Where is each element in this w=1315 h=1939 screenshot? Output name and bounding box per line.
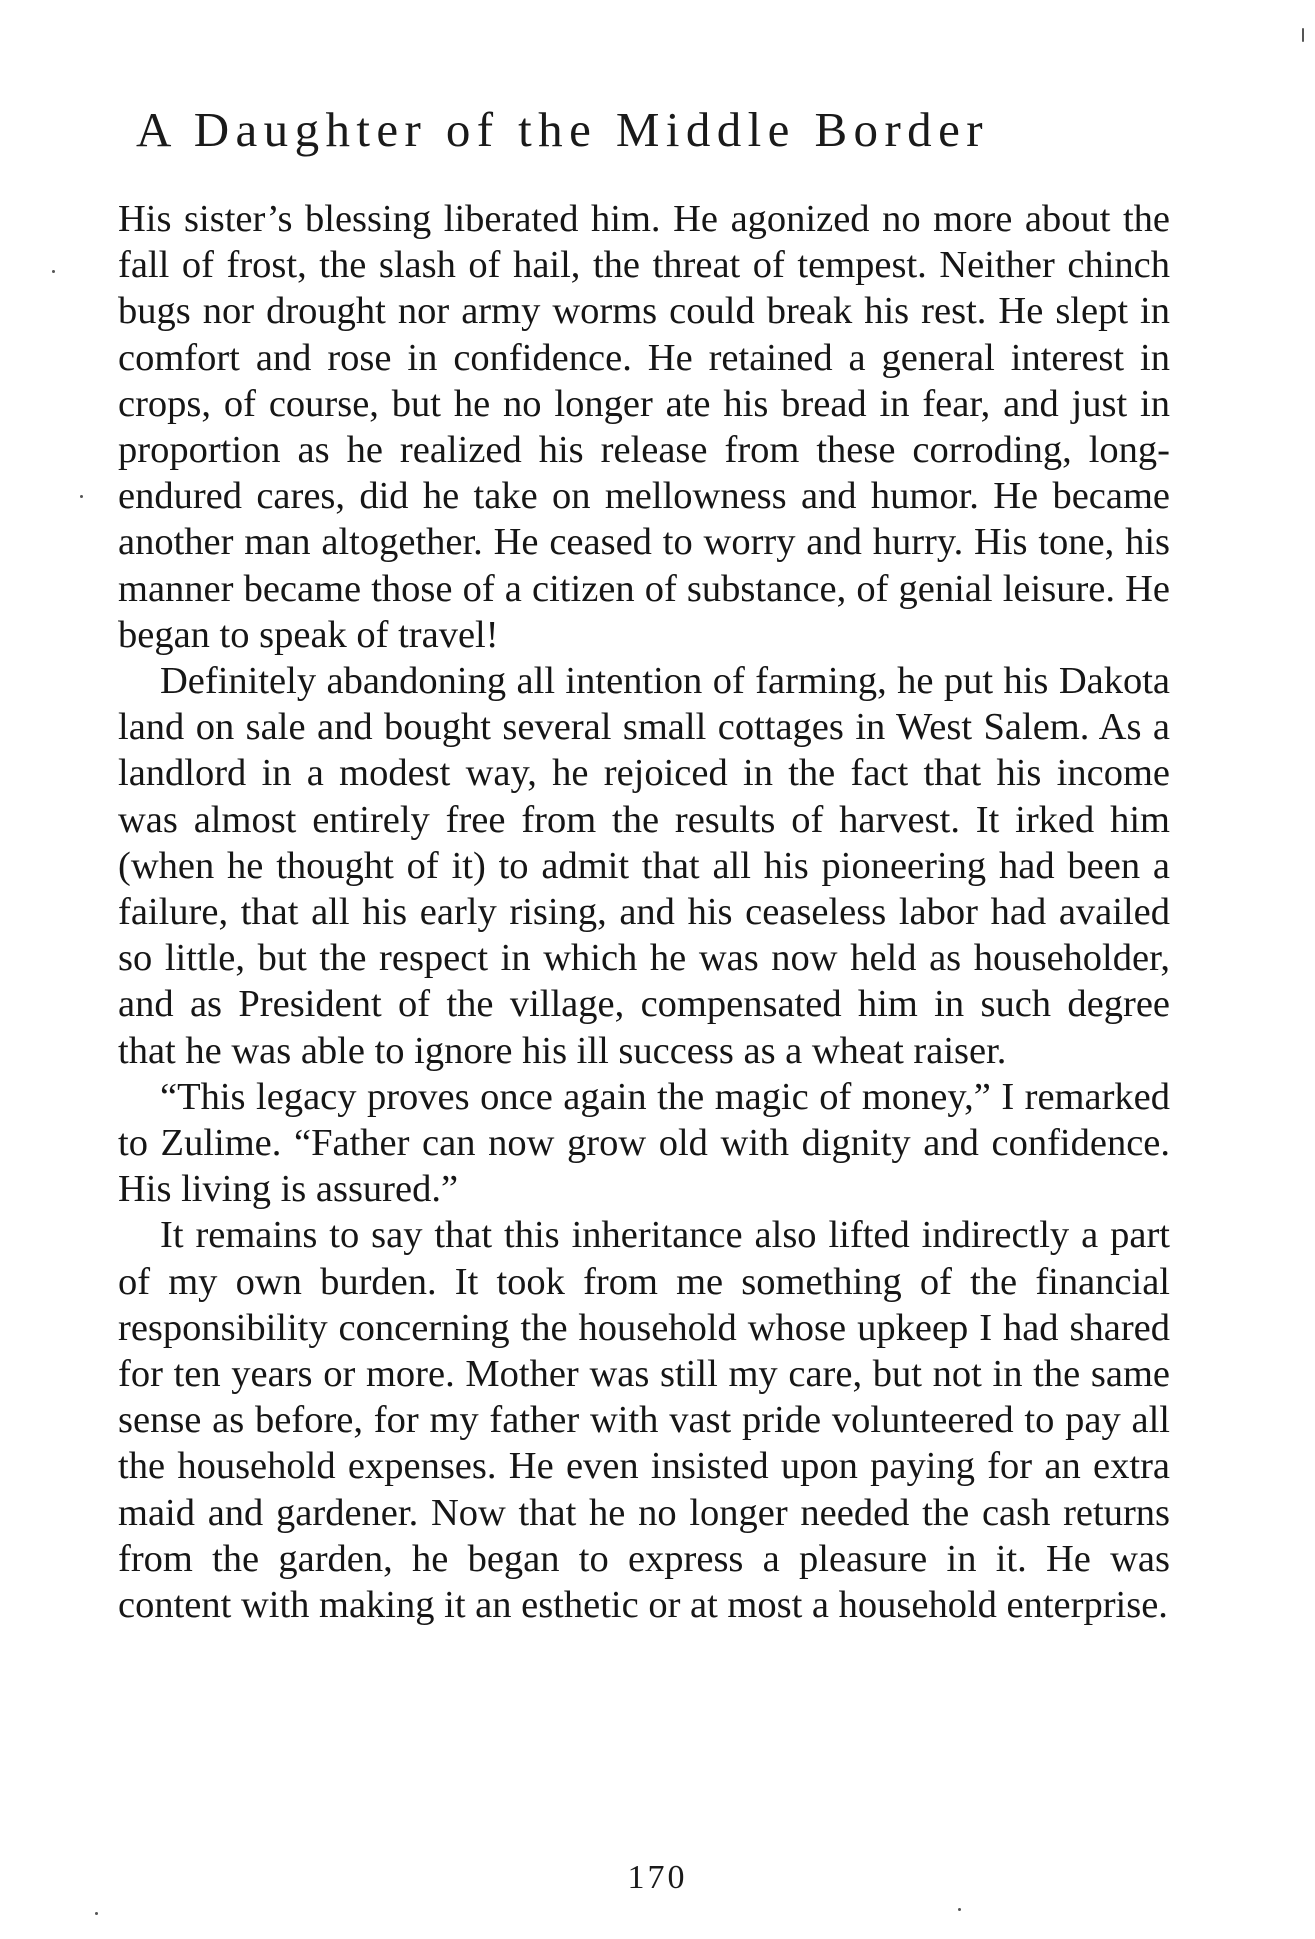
running-head: A Daughter of the Middle Border [136,102,989,157]
page-number: 170 [627,1859,688,1896]
paragraph: It remains to say that this inheritance also lifted indirectly a part of my own burden. It took from me something of the financial responsibility concerning the household whose upkeep I had shared for ten years or more. Mother was still my care, but not in the same sense as before, for my father with vast pride volunteered to pay all the household expenses. He even insisted upon paying for an extra maid and gardener. Now that he no longer needed the cash returns from the garden, he began to express a pleasure in it. He was content with making it an esthetic or at most a household enterprise. [118,1214,1170,1627]
paragraph: His sister’s blessing liberated him. He agonized no more about the fall of frost, the slash of hail, the threat of tempest. Neither chinch bugs nor drought nor army worms could break his rest. He slept in comfort and rose in confidence. He retained a general interest in crops, of course, but he no longer ate his bread in fear, and just in proportion as he realized his release from these corroding, long-endured cares, did he take on mellowness and humor. He became another man altogether. He ceased to worry and hurry. His tone, his manner became those of a citizen of substance, of genial leisure. He began to speak of travel! [118,198,1170,656]
print-speck [95,1912,98,1915]
print-speck [80,495,83,498]
print-speck [1302,28,1304,42]
paragraph: “This legacy proves once again the magic of money,” I remarked to Zulime. “Father can now grow old with dignity and confidence. His living is assured.” [118,1075,1170,1211]
paragraph: Definitely abandoning all intention of farming, he put his Dakota land on sale and bought several small cottages in West Salem. As a landlord in a modest way, he rejoiced in the fact that his income was almost entirely free from the results of harvest. It irked him (when he thought of it) to admit that all his pioneering had been a failure, that all his early rising, and his ceaseless labor had availed so little, but the respect in which he was now held as householder, and as President of the village, compensated him in such degree that he was able to ignore his ill success as a wheat raiser. [118,660,1170,1072]
print-speck [52,270,55,273]
print-speck [958,1908,961,1911]
body-text [118,196,1170,1628]
